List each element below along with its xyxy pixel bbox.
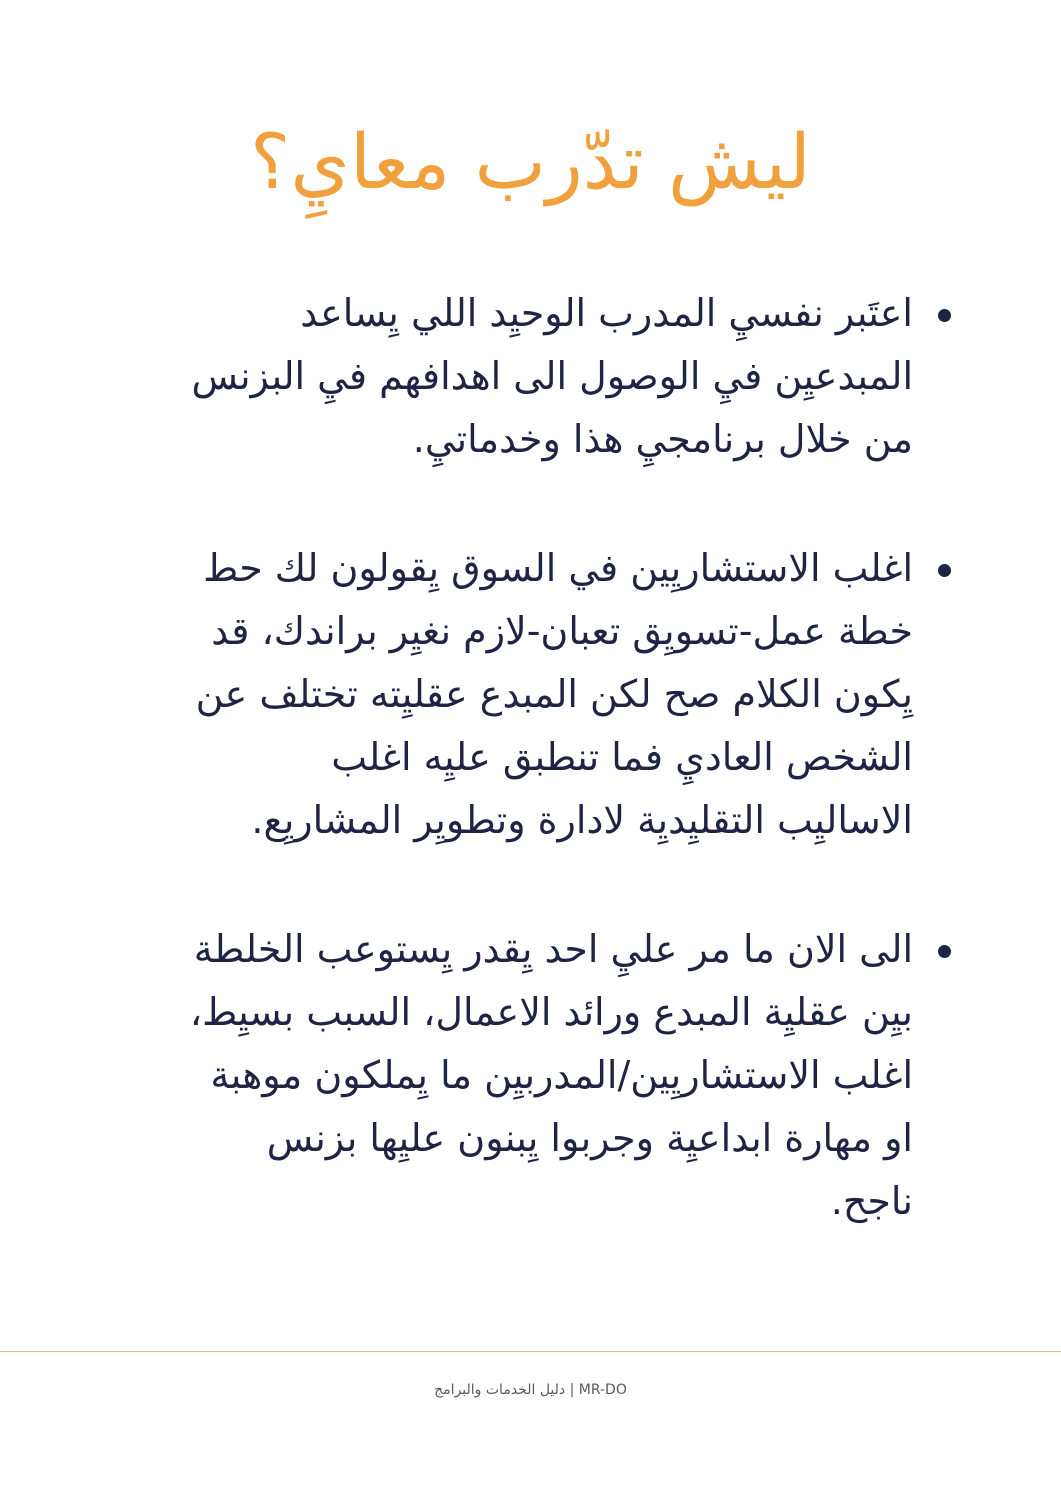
bullet-line: الى الان ما مر عليِ احد يِقدر يِستوعب الخلطة <box>193 927 913 971</box>
footer-divider <box>0 1351 1061 1352</box>
bullet-line: او مهارة ابداعيِة وجربوا يِبنون عليِها بزنس <box>266 1116 913 1160</box>
bullet-item <box>121 537 951 852</box>
bullet-line: اغلب الاستشاريِين/المدربيِن ما يِملكون موهبة <box>210 1053 913 1097</box>
bullet-line: من خلال برنامجيِ هذا وخدماتيِ. <box>412 417 913 461</box>
bullet-dot-icon <box>938 945 951 958</box>
bullet-list <box>121 282 951 1299</box>
footer-text: MR-DO | دليل الخدمات والبرامج <box>434 1382 627 1398</box>
bullet-item <box>121 282 951 471</box>
bullet-line: خطة عمل-تسويِق تعبان-لازم نغيِر براندك، قد <box>211 609 913 653</box>
bullet-line: الشخص العاديِ فما تنطبق عليِه اغلب <box>331 735 913 779</box>
bullet-line: ناجح. <box>830 1179 913 1223</box>
bullet-dot-icon <box>938 309 951 322</box>
bullet-line: المبدعيِن فيِ الوصول الى اهدافهم فيِ البزنس <box>191 354 913 398</box>
bullet-line: يِكون الكلام صح لكن المبدع عقليِته تختلف عن <box>195 672 913 716</box>
bullet-item <box>121 918 951 1233</box>
bullet-line: اغلب الاستشاريِين في السوق يِقولون لك حط <box>203 546 913 590</box>
bullet-line: بيِن عقليِة المبدع ورائد الاعمال، السبب بسيِط، <box>189 990 913 1034</box>
bullet-line: الاساليِب التقليِديِة لادارة وتطويِر المشاريِع. <box>251 798 913 842</box>
page-title: ليش تدّرب معايِ؟ <box>250 117 811 206</box>
bullet-line: اعتَبر نفسيِ المدرب الوحيِد اللي يِساعد <box>300 291 913 335</box>
bullet-dot-icon <box>938 564 951 577</box>
